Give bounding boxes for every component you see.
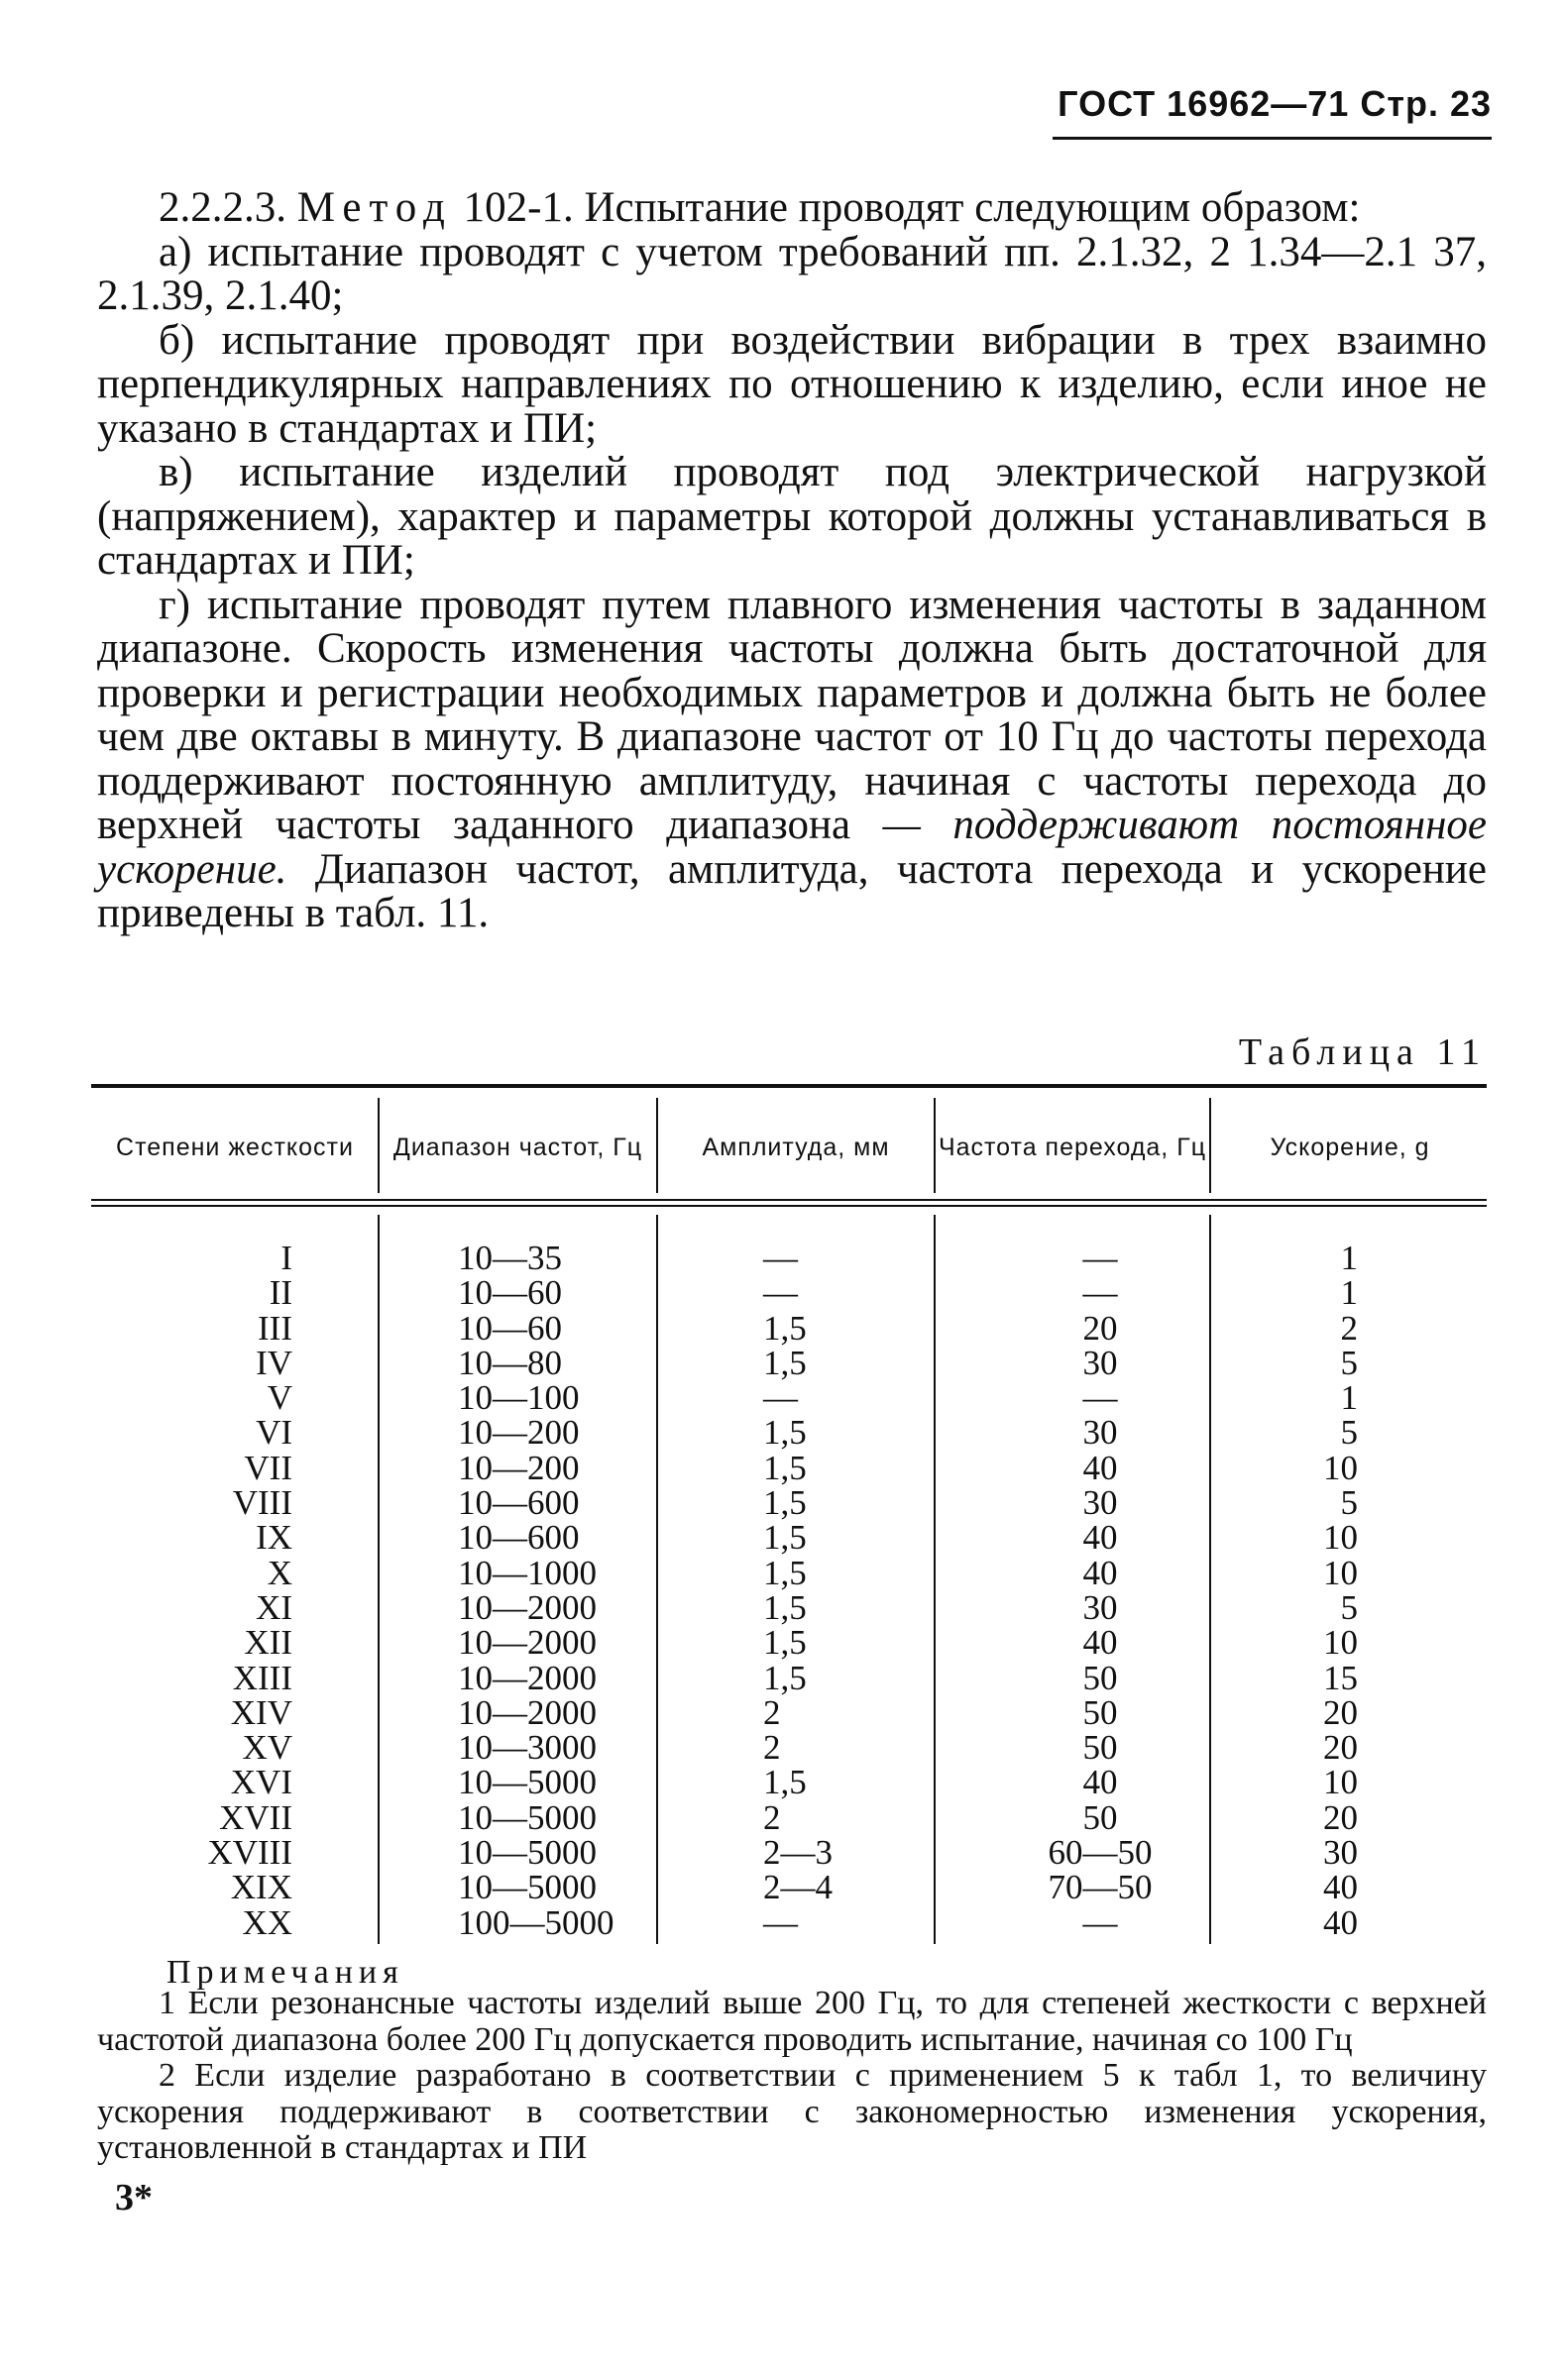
table-cell-acceleration: 10 [1323, 1448, 1358, 1487]
table-cell-transition: 40 [1082, 1623, 1118, 1663]
body-divider-2 [656, 1215, 658, 1944]
table-cell-amplitude: 1,5 [763, 1763, 807, 1802]
column-amplitude [763, 1241, 902, 1940]
paragraph-g-start: г) испытание проводят путем плавного изменения частоты в заданном диапазоне. Скорость изменения частоты должна быть достаточной для проверки и регистрации необходимых параметров и должна быть не более чем две октавы в минуту. В диапазоне частот от 10 Гц до частоты перехода поддерживают постоянную амплитуду, начиная с частоты перехода до верхней частоты заданного диапазона [97, 581, 1487, 848]
table-cell-amplitude: 1,5 [763, 1483, 807, 1523]
table-cell-range: 10—5000 [458, 1868, 597, 1907]
paragraph-a: а) испытание проводят с учетом требований пп. 2.1.32, 2 1.34—2.1 37, 2.1.39, 2.1.40; [97, 228, 1487, 319]
body-divider-1 [378, 1215, 380, 1944]
table-cell-range: 10—5000 [458, 1833, 597, 1873]
table-cell-amplitude: 1,5 [763, 1413, 807, 1453]
table-cell-range: 10—5000 [458, 1797, 597, 1837]
table-cell-grade: IV [256, 1343, 292, 1382]
table-cell-range: 10—600 [458, 1483, 580, 1523]
table-cell-transition: 40 [1082, 1763, 1118, 1802]
table-cell-range: 100—5000 [458, 1902, 614, 1942]
table-header-rule-2 [91, 1205, 1487, 1207]
table-cell-range: 10—200 [458, 1448, 580, 1487]
paragraph-g-italic: — поддерживают постоянное ускорение. [97, 802, 1488, 893]
table-cell-grade: VI [256, 1413, 292, 1453]
table-cell-grade: X [267, 1553, 292, 1592]
header-amplitude: Амплитуда, мм [702, 1133, 890, 1161]
table-cell-range: 10—5000 [458, 1763, 597, 1802]
table-cell-transition: — [1082, 1273, 1118, 1313]
table-cell-range: 10—35 [458, 1239, 562, 1277]
page-header: ГОСТ 16962—71 Стр. 23 [1058, 83, 1492, 124]
paragraph-g [97, 581, 1488, 936]
table-cell-grade: XVII [219, 1797, 292, 1837]
table-cell-grade: II [269, 1273, 292, 1313]
header-divider-2 [656, 1098, 658, 1193]
table-cell-transition: 40 [1082, 1553, 1118, 1592]
table-cell-acceleration: 30 [1323, 1833, 1358, 1873]
table-cell-grade: VII [244, 1448, 292, 1487]
table-cell-range: 10—2000 [458, 1658, 597, 1697]
table-cell-amplitude: 2—4 [763, 1868, 833, 1907]
table-cell-transition: 50 [1082, 1797, 1118, 1837]
table-cell-range: 10—600 [458, 1518, 580, 1558]
table-cell-acceleration: 5 [1340, 1343, 1358, 1382]
table-cell-acceleration: 40 [1323, 1868, 1358, 1907]
table-cell-amplitude: 1,5 [763, 1308, 807, 1348]
body-divider-4 [1209, 1215, 1211, 1944]
table-cell-transition: 30 [1082, 1587, 1118, 1627]
table-cell-grade: XX [242, 1902, 292, 1942]
table-cell-amplitude: 2 [763, 1692, 781, 1732]
header-rule [1053, 137, 1492, 140]
table-cell-acceleration: 10 [1323, 1553, 1358, 1592]
table-cell-range: 10—2000 [458, 1587, 597, 1627]
column-range [458, 1241, 656, 1940]
table-cell-acceleration: 20 [1323, 1728, 1358, 1768]
table-cell-amplitude: 2 [763, 1728, 781, 1768]
table-cell-grade: I [280, 1239, 292, 1277]
table-cell-grade: III [258, 1308, 292, 1348]
table-cell-amplitude: 1,5 [763, 1553, 807, 1592]
table-cell-transition: — [1082, 1378, 1118, 1418]
column-acceleration [1279, 1241, 1358, 1940]
table-cell-amplitude: 1,5 [763, 1518, 807, 1558]
table-header-rule-1 [91, 1199, 1487, 1201]
table-cell-acceleration: 10 [1323, 1518, 1358, 1558]
table-cell-grade: IX [256, 1518, 292, 1558]
table-cell-transition: 60—50 [1048, 1833, 1153, 1873]
clause-number: 2.2.2.3. [159, 184, 286, 231]
note-2: 2 Если изделие разработано в соответствии с применением 5 к табл 1, то величину ускорения поддерживают в соответствии с закономерностью изменения ускорения, установленной в стандартах и ПИ [97, 2057, 1487, 2166]
body-text [97, 186, 1487, 936]
table-cell-acceleration: 20 [1323, 1797, 1358, 1837]
table-cell-acceleration: 1 [1340, 1378, 1358, 1418]
table-cell-acceleration: 2 [1340, 1308, 1358, 1348]
table-caption: Таблица 11 [1238, 1031, 1487, 1073]
notes [97, 1986, 1487, 2167]
paragraph-v: в) испытание изделий проводят под электрической нагрузкой (напряжением), характер и параметры которой должны устанавливаться в стандартах и ПИ; [97, 449, 1487, 584]
body-divider-3 [934, 1215, 936, 1944]
header-transition: Частота перехода, Гц [938, 1133, 1207, 1161]
table-cell-acceleration: 10 [1323, 1623, 1358, 1663]
table-cell-grade: XIX [230, 1868, 292, 1907]
table-cell-grade: XIII [232, 1658, 292, 1697]
table-cell-transition: 30 [1082, 1483, 1118, 1523]
table-cell-amplitude: — [763, 1273, 798, 1313]
table-cell-acceleration: 10 [1323, 1763, 1358, 1802]
table-cell-amplitude: 2 [763, 1797, 781, 1837]
table-cell-acceleration: 1 [1340, 1273, 1358, 1313]
column-transition [1021, 1241, 1179, 1940]
table-cell-range: 10—200 [458, 1413, 580, 1453]
table-cell-grade: V [267, 1378, 292, 1418]
header-divider-1 [378, 1098, 380, 1193]
table-cell-acceleration: 40 [1323, 1902, 1358, 1942]
table-cell-acceleration: 15 [1323, 1658, 1358, 1697]
table-cell-transition: 40 [1082, 1518, 1118, 1558]
table-cell-grade: XII [244, 1623, 292, 1663]
table-cell-amplitude: — [763, 1378, 798, 1418]
method-word: Метод [296, 184, 453, 231]
table-cell-range: 10—60 [458, 1273, 562, 1313]
table-cell-amplitude: 1,5 [763, 1658, 807, 1697]
table-cell-acceleration: 20 [1323, 1692, 1358, 1732]
paragraph-method [97, 186, 1487, 231]
table-cell-amplitude: 1,5 [763, 1623, 807, 1663]
paragraph-b: б) испытание проводят при воздействии вибрации в трех взаимно перпендикулярных направлениях по отношению к изделию, если иное не указано в стандартах и ПИ; [97, 316, 1487, 452]
method-text: 102-1. Испытание проводят следующим образом: [463, 184, 1361, 231]
table-cell-grade: XVI [230, 1763, 292, 1802]
table-cell-acceleration: 5 [1340, 1483, 1358, 1523]
header-grade: Степени жесткости [116, 1133, 354, 1161]
table-cell-transition: — [1082, 1239, 1118, 1277]
table-cell-transition: 40 [1082, 1448, 1118, 1487]
table-cell-amplitude: 1,5 [763, 1448, 807, 1487]
table-cell-grade: XIV [230, 1692, 292, 1732]
column-grade [99, 1241, 292, 1940]
paragraph-g-end: Диапазон частот, амплитуда, частота перехода и ускорение приведены в табл. 11. [97, 845, 1487, 936]
table-cell-range: 10—2000 [458, 1692, 597, 1732]
table-cell-transition: 30 [1082, 1343, 1118, 1382]
note-1: 1 Если резонансные частоты изделий выше 200 Гц, то для степеней жесткости с верхней частотой диапазона более 200 Гц допускается проводить испытание, начиная со 100 Гц [97, 1985, 1487, 2058]
table-cell-transition: 50 [1082, 1692, 1118, 1732]
table-cell-range: 10—100 [458, 1378, 580, 1418]
table-cell-amplitude: 2—3 [763, 1833, 833, 1873]
table-cell-transition: 70—50 [1048, 1868, 1153, 1907]
header-acceleration: Ускорение, g [1270, 1133, 1430, 1161]
table-cell-range: 10—60 [458, 1308, 562, 1348]
table-cell-transition: 50 [1082, 1658, 1118, 1697]
table-cell-amplitude: 1,5 [763, 1587, 807, 1627]
table-cell-transition: 50 [1082, 1728, 1118, 1768]
header-divider-3 [934, 1098, 936, 1193]
table-cell-acceleration: 1 [1340, 1239, 1358, 1277]
table-cell-amplitude: — [763, 1902, 798, 1942]
table-cell-transition: 20 [1082, 1308, 1118, 1348]
table-cell-grade: XI [256, 1587, 292, 1627]
table-cell-transition: 30 [1082, 1413, 1118, 1453]
table-cell-range: 10—2000 [458, 1623, 597, 1663]
table-cell-grade: XVIII [207, 1833, 292, 1873]
table-cell-range: 10—1000 [458, 1553, 597, 1592]
table-cell-transition: — [1082, 1902, 1118, 1942]
table-cell-acceleration: 5 [1340, 1413, 1358, 1453]
table-cell-amplitude: 1,5 [763, 1343, 807, 1382]
header-divider-4 [1209, 1098, 1211, 1193]
table-top-rule [91, 1084, 1487, 1088]
table-cell-range: 10—3000 [458, 1728, 597, 1768]
notes-title: Примечания [167, 1954, 404, 1991]
table-cell-grade: XV [242, 1728, 292, 1768]
signature-mark: 3* [115, 2177, 153, 2218]
table-cell-grade: VIII [232, 1483, 292, 1523]
table-cell-acceleration: 5 [1340, 1587, 1358, 1627]
table-cell-range: 10—80 [458, 1343, 562, 1382]
header-range: Диапазон частот, Гц [392, 1133, 643, 1161]
table-cell-amplitude: — [763, 1239, 798, 1277]
